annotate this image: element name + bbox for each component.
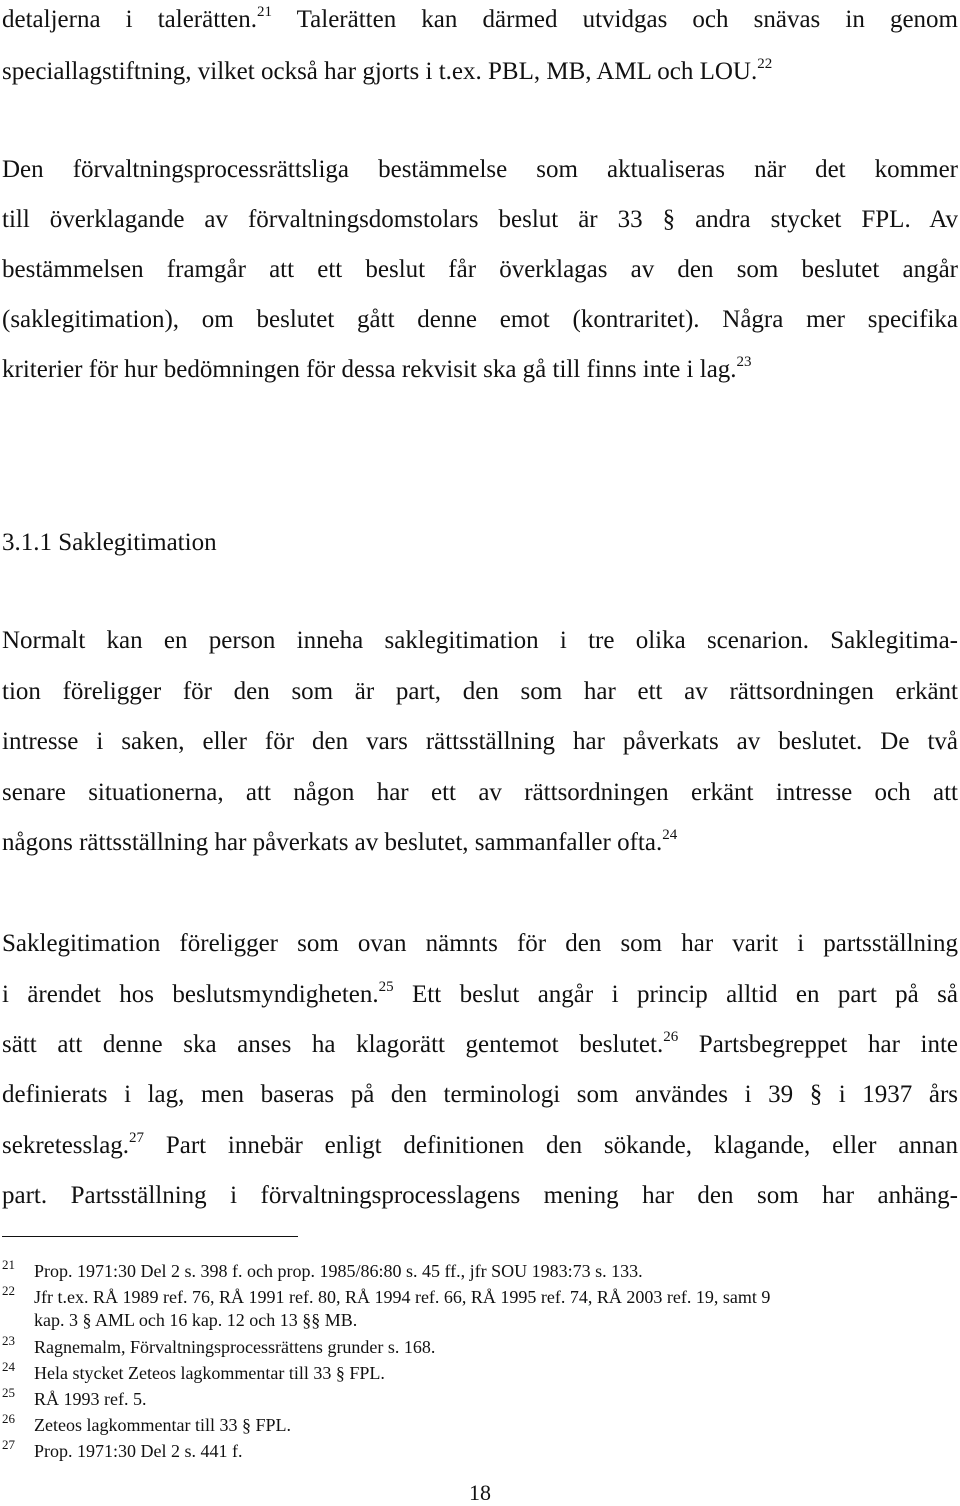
text-span: sätt att denne ska anses ha klagorätt gentemot beslutet. bbox=[2, 1031, 664, 1058]
text-line bbox=[2, 255, 958, 285]
footnote-text: Prop. 1971:30 Del 2 s. 398 f. och prop. 1985/86:80 s. 45 ff., jfr SOU 1983:73 s. 133. bbox=[34, 1261, 643, 1281]
footnote-number: 24 bbox=[2, 1359, 15, 1374]
text-span: Partsbegreppet har inte bbox=[678, 1031, 958, 1058]
footnote-text: kap. 3 § AML och 16 kap. 12 och 13 §§ MB. bbox=[34, 1310, 358, 1330]
text-line bbox=[2, 1030, 958, 1060]
text-span: senare situationerna, att någon har ett av rättsordningen erkänt intresse och att bbox=[2, 779, 958, 806]
text-line bbox=[2, 155, 958, 185]
footnote-ref[interactable]: 21 bbox=[256, 5, 272, 20]
footnote-ref[interactable]: 23 bbox=[736, 355, 752, 370]
footnote-number: 25 bbox=[2, 1385, 15, 1400]
footnote-text: Jfr t.ex. RÅ 1989 ref. 76, RÅ 1991 ref. 80, RÅ 1994 ref. 66, RÅ 1995 ref. 74, RÅ 2003 ref. 19, samt 9 bbox=[34, 1287, 771, 1307]
text-line bbox=[2, 929, 958, 959]
footnote-ref[interactable]: 24 bbox=[662, 828, 678, 843]
footnote-number: 23 bbox=[2, 1333, 15, 1348]
footnote-text: Hela stycket Zeteos lagkommentar till 33 § FPL. bbox=[34, 1363, 385, 1383]
text-span: speciallagstiftning, vilket också har gjorts i t.ex. PBL, MB, AML och LOU. bbox=[2, 58, 758, 85]
footnote-ref[interactable]: 27 bbox=[129, 1131, 145, 1146]
text-line bbox=[2, 305, 958, 335]
text-line bbox=[2, 828, 958, 858]
text-span: Normalt kan en person inneha saklegitimation i tre olika scenarion. Saklegitima- bbox=[2, 627, 958, 654]
text-line bbox=[2, 626, 958, 656]
footnote-text: RÅ 1993 ref. 5. bbox=[34, 1389, 147, 1409]
text-span: tion föreligger för den som är part, den som har ett av rättsordningen erkänt bbox=[2, 678, 958, 705]
text-line bbox=[2, 778, 958, 808]
text-line bbox=[2, 677, 958, 707]
text-line bbox=[2, 205, 958, 235]
footnote-text: Prop. 1971:30 Del 2 s. 441 f. bbox=[34, 1441, 243, 1461]
text-span: Part innebär enligt definitionen den sökande, klagande, eller annan bbox=[144, 1132, 958, 1159]
footnote-ref[interactable]: 22 bbox=[757, 57, 773, 72]
text-span: kriterier för hur bedömningen för dessa rekvisit ska gå till finns inte i lag. bbox=[2, 356, 737, 383]
text-line bbox=[2, 1080, 958, 1110]
section-heading: 3.1.1 Saklegitimation bbox=[2, 529, 217, 556]
text-line bbox=[2, 355, 958, 385]
footnote-number: 27 bbox=[2, 1437, 15, 1452]
footnote-ref[interactable]: 26 bbox=[663, 1030, 679, 1045]
text-span: till överklagande av förvaltningsdomstolars beslut är 33 § andra stycket FPL. Av bbox=[2, 206, 958, 233]
footnote-number: 26 bbox=[2, 1411, 15, 1426]
page-number: 18 bbox=[469, 1480, 491, 1505]
text-span: sekretesslag. bbox=[2, 1132, 130, 1159]
text-span: definierats i lag, men baseras på den terminologi som användes i 39 § i 1937 års bbox=[2, 1081, 958, 1108]
text-span: part. Partsställning i förvaltningsprocesslagens mening har den som har anhäng- bbox=[2, 1182, 958, 1209]
footnote-number: 21 bbox=[2, 1257, 15, 1272]
footnote-ref[interactable]: 25 bbox=[378, 980, 394, 995]
text-line bbox=[2, 1131, 958, 1161]
text-span: intresse i saken, eller för den vars rättsställning har påverkats av beslutet. De två bbox=[2, 728, 958, 755]
text-line bbox=[2, 57, 958, 87]
text-line bbox=[2, 5, 958, 35]
footnote-text: Zeteos lagkommentar till 33 § FPL. bbox=[34, 1415, 291, 1435]
text-line bbox=[2, 980, 958, 1010]
text-line bbox=[2, 1181, 958, 1211]
footnote-text: Ragnemalm, Förvaltningsprocessrättens grunder s. 168. bbox=[34, 1337, 436, 1357]
text-span: Talerätten kan därmed utvidgas och snävas in genom bbox=[271, 6, 958, 33]
text-span: Ett beslut angår i princip alltid en part på så bbox=[393, 981, 958, 1008]
text-span: bestämmelsen framgår att ett beslut får överklagas av den som beslutet angår bbox=[2, 256, 958, 283]
text-span: i ärendet hos beslutsmyndigheten. bbox=[2, 981, 379, 1008]
text-span: (saklegitimation), om beslutet gått denne emot (kontraritet). Några mer specifika bbox=[2, 306, 958, 333]
text-span: detaljerna i talerätten. bbox=[2, 6, 257, 33]
text-line bbox=[2, 727, 958, 757]
footnote-number: 22 bbox=[2, 1283, 15, 1298]
text-span: Saklegitimation föreligger som ovan nämnts för den som har varit i partsställning bbox=[2, 930, 958, 957]
text-span: Den förvaltningsprocessrättsliga bestämmelse som aktualiseras när det kommer bbox=[2, 156, 958, 183]
text-span: någons rättsställning har påverkats av beslutet, sammanfaller ofta. bbox=[2, 829, 663, 856]
footnote-separator bbox=[2, 1236, 298, 1237]
